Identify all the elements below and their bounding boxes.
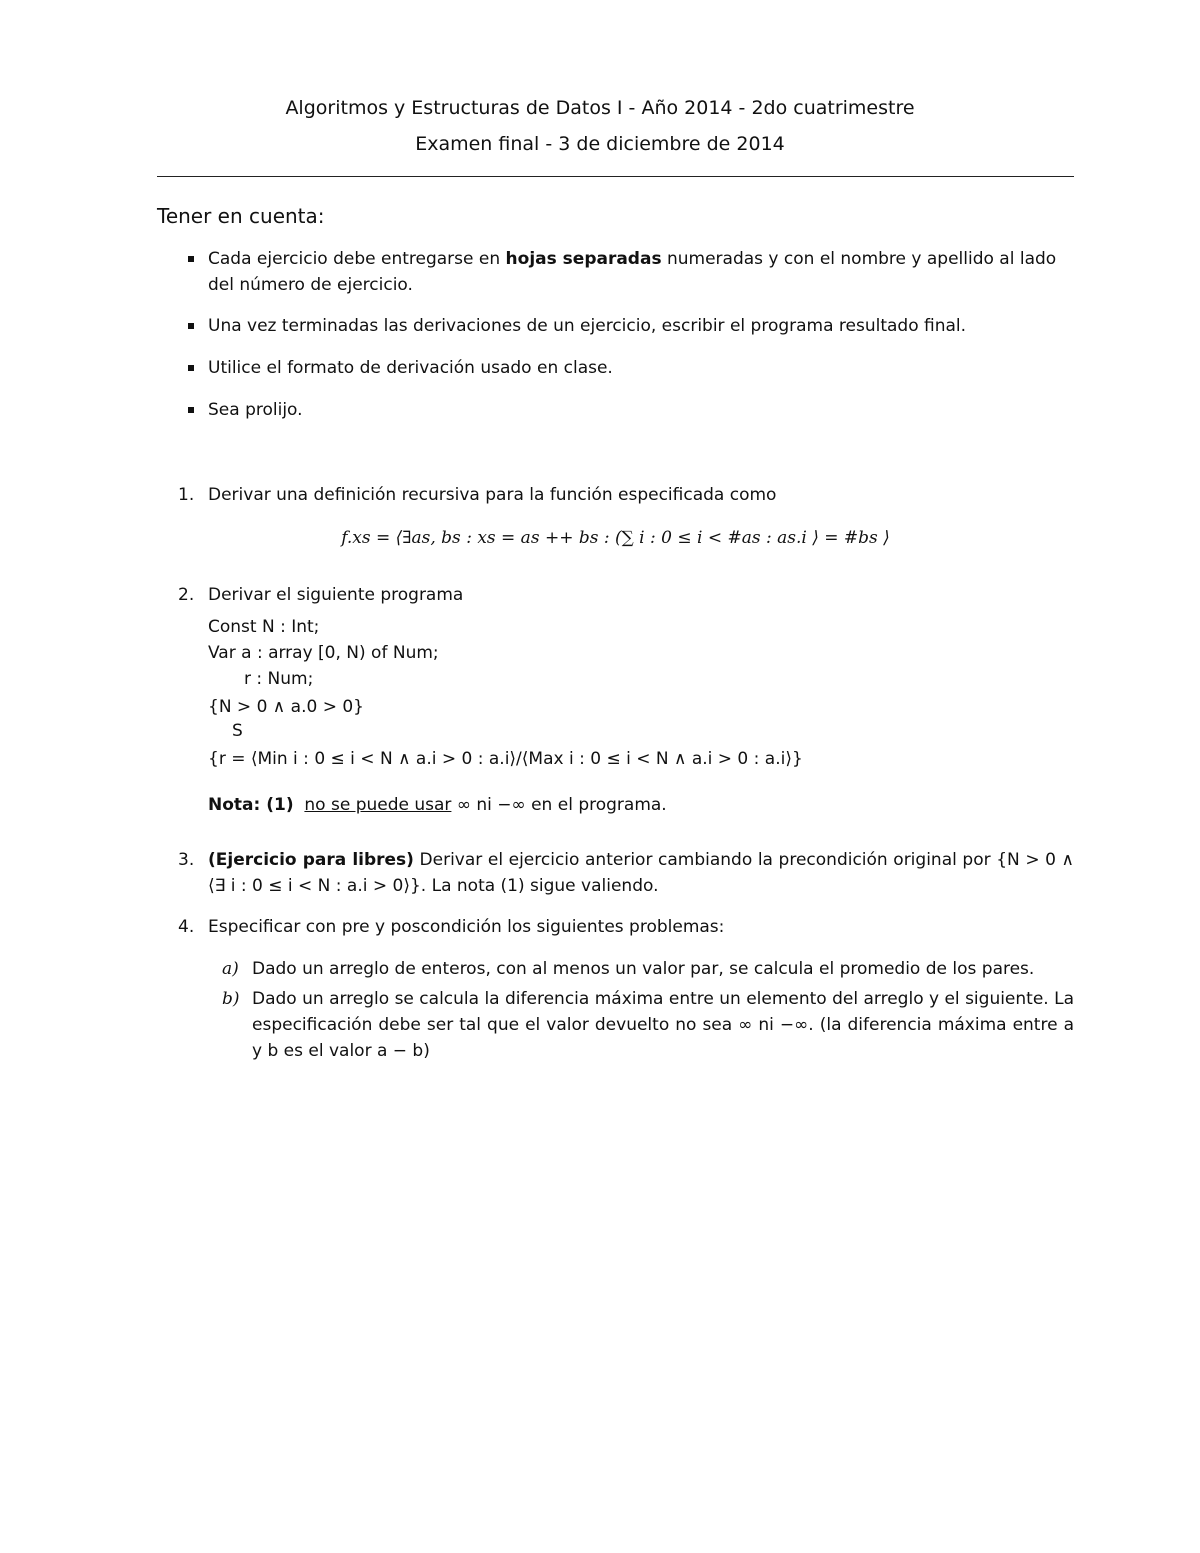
note-item: Utilice el formato de derivación usado en clase. — [188, 355, 1074, 381]
code-line: r : Num; — [244, 669, 314, 689]
bold-text: hojas separadas — [505, 249, 662, 269]
bullet-square-icon — [188, 365, 194, 371]
code-line: S — [232, 721, 243, 741]
note-item: Sea prolijo. — [188, 397, 1074, 423]
exercise-4: 4. Especificar con pre y poscondición los siguientes problemas: — [178, 917, 725, 937]
exercise-1-formula: f.xs = ⟨∃as, bs : xs = as ++ bs : (∑ i : 0 ≤ i < #as : as.i ⟩ = #bs ⟩ — [341, 528, 890, 548]
notes-title: Tener en cuenta: — [157, 204, 325, 228]
exam-date: Examen final - 3 de diciembre de 2014 — [415, 133, 785, 155]
exercise-2-note: Nota: (1) no se puede usar ∞ ni −∞ en el programa. — [208, 795, 667, 815]
bullet-square-icon — [188, 323, 194, 329]
exercise-4-item-b: b) Dado un arreglo se calcula la diferencia máxima entre un elemento del arreglo y el siguiente. La especificación debe ser tal que el valor devuelto no sea ∞ ni −∞. (la diferencia máxima entre a y b es el valor a − b) — [222, 989, 1074, 1061]
exercise-1: 1. Derivar una definición recursiva para la función especificada como — [178, 485, 777, 505]
code-line: Const N : Int; — [208, 617, 320, 637]
header-divider — [157, 176, 1074, 177]
code-line: {r = ⟨Min i : 0 ≤ i < N ∧ a.i > 0 : a.i⟩/⟨Max i : 0 ≤ i < N ∧ a.i > 0 : a.i⟩} — [208, 749, 803, 769]
course-title: Algoritmos y Estructuras de Datos I - Año 2014 - 2do cuatrimestre — [285, 97, 915, 119]
code-line: {N > 0 ∧ a.0 > 0} — [208, 697, 364, 717]
bullet-square-icon — [188, 256, 194, 262]
exercise-4-item-a: a) Dado un arreglo de enteros, con al menos un valor par, se calcula el promedio de los pares. — [222, 959, 1035, 979]
exercise-3: 3. (Ejercicio para libres) Derivar el ejercicio anterior cambiando la precondición original por {N > 0 ∧ ⟨∃ i : 0 ≤ i < N : a.i > 0⟩}. La nota (1) sigue valiendo. — [178, 850, 1074, 896]
underlined-text: no se puede usar — [304, 795, 452, 815]
exercise-2: 2. Derivar el siguiente programa — [178, 585, 464, 605]
code-line: Var a : array [0, N) of Num; — [208, 643, 439, 663]
note-item: Una vez terminadas las derivaciones de un ejercicio, escribir el programa resultado final. — [188, 313, 1074, 339]
bullet-square-icon — [188, 407, 194, 413]
note-item: Cada ejercicio debe entregarse en hojas separadas numeradas y con el nombre y apellido al lado del número de ejercicio. — [188, 246, 1074, 298]
